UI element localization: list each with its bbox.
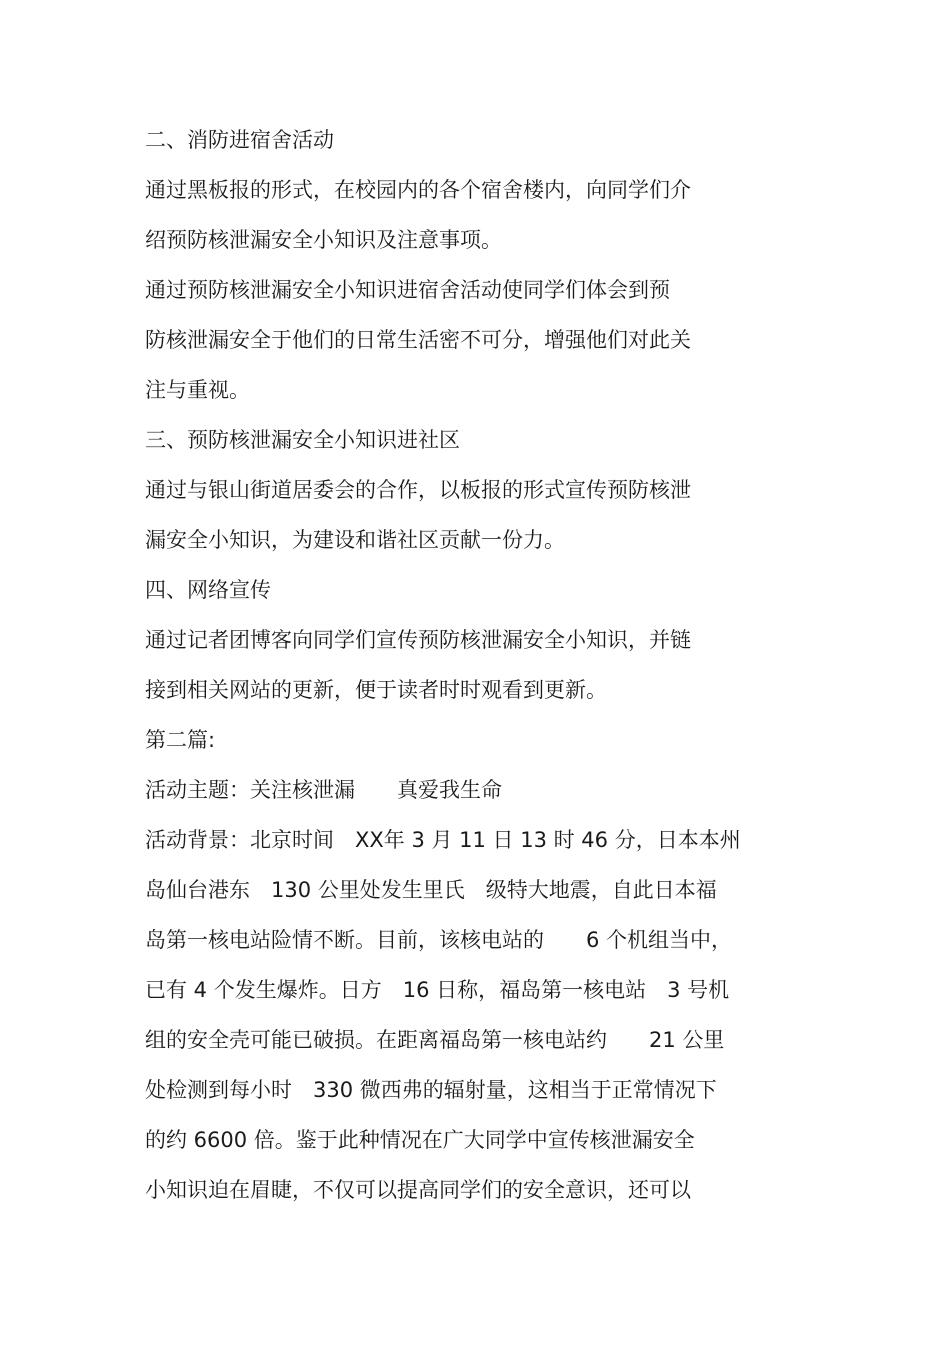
activity-theme-line: 活动主题：关注核泄漏 真爱我生命 bbox=[145, 778, 502, 802]
paragraph-line: 岛第一核电站险情不断。目前，该核电站的 6 个机组当中， bbox=[145, 928, 733, 952]
paragraph-line: 通过与银山街道居委会的合作，以板报的形式宣传预防核泄 bbox=[145, 478, 691, 502]
paragraph-line: 防核泄漏安全于他们的日常生活密不可分，增强他们对此关 bbox=[145, 328, 691, 352]
paragraph-line: 注与重视。 bbox=[145, 378, 250, 402]
paragraph-line: 接到相关网站的更新，便于读者时时观看到更新。 bbox=[145, 678, 607, 702]
paragraph-line: 通过黑板报的形式，在校园内的各个宿舍楼内，向同学们介 bbox=[145, 178, 691, 202]
paragraph-line: 通过预防核泄漏安全小知识进宿舍活动使同学们体会到预 bbox=[145, 278, 670, 302]
paragraph-line: 漏安全小知识，为建设和谐社区贡献一份力。 bbox=[145, 528, 565, 552]
paragraph-line: 处检测到每小时 330 微西弗的辐射量，这相当于正常情况下 bbox=[145, 1078, 717, 1102]
section-heading-online: 四、网络宣传 bbox=[145, 578, 271, 602]
paragraph-line: 组的安全壳可能已破损。在距离福岛第一核电站约 21 公里 bbox=[145, 1028, 725, 1052]
activity-background-line: 活动背景：北京时间 XX年 3 月 11 日 13 时 46 分，日本本州 bbox=[145, 828, 741, 852]
paragraph-line: 岛仙台港东 130 公里处发生里氏 级特大地震，自此日本福 bbox=[145, 878, 717, 902]
paragraph-line: 已有 4 个发生爆炸。日方 16 日称，福岛第一核电站 3 号机 bbox=[145, 978, 730, 1002]
paragraph-line: 绍预防核泄漏安全小知识及注意事项。 bbox=[145, 228, 502, 252]
section-heading-dorm-fire-safety: 二、消防进宿舍活动 bbox=[145, 128, 334, 152]
paragraph-line: 小知识迫在眉睫，不仅可以提高同学们的安全意识，还可以 bbox=[145, 1178, 691, 1202]
paragraph-line: 的约 6600 倍。鉴于此种情况在广大同学中宣传核泄漏安全 bbox=[145, 1128, 695, 1152]
part-heading: 第二篇: bbox=[145, 728, 216, 752]
section-heading-community: 三、预防核泄漏安全小知识进社区 bbox=[145, 428, 460, 452]
paragraph-line: 通过记者团博客向同学们宣传预防核泄漏安全小知识，并链 bbox=[145, 628, 691, 652]
